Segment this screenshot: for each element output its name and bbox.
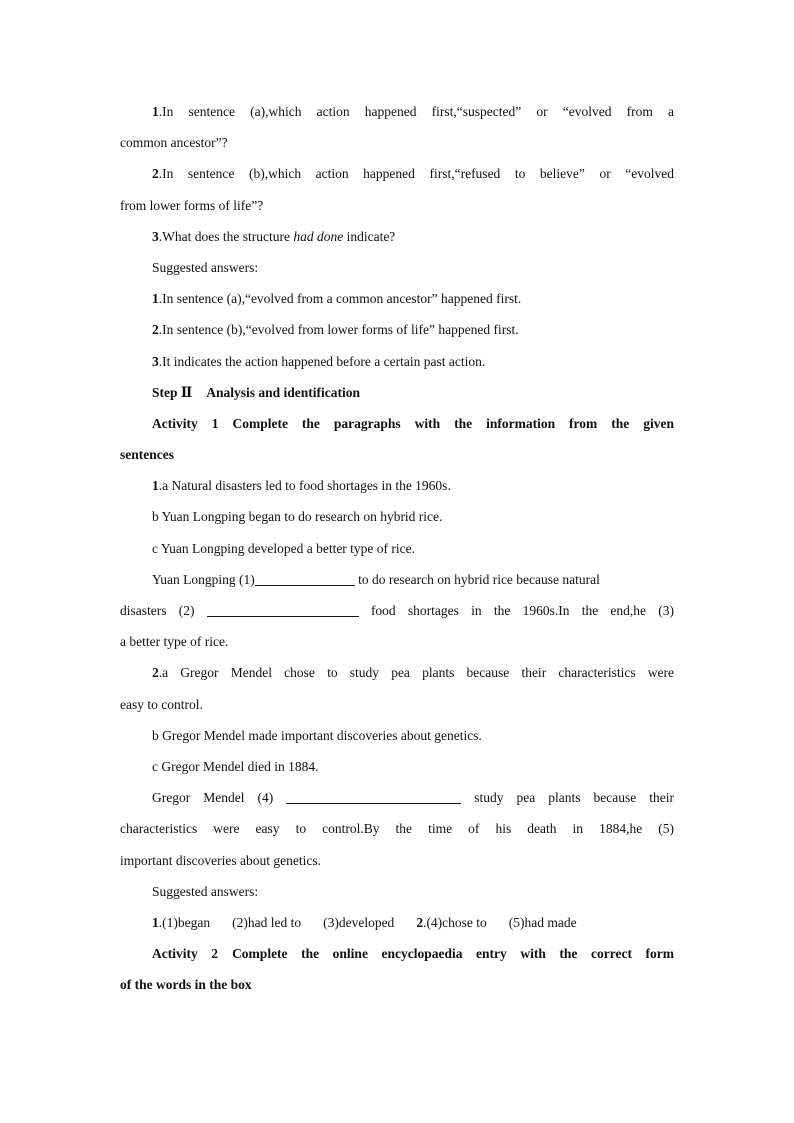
answer-2: 2.In sentence (b),“evolved from lower forms of life” happened first. [152,322,519,338]
sentence-2a-line-2: easy to control. [120,696,203,712]
paragraph-1-line-3: a better type of rice. [120,634,229,650]
suggested-answers-label: Suggested answers: [152,259,259,275]
question-2-line-2: from lower forms of life”? [120,197,264,213]
answers-row: 1.(1)began (2)had led to (3)developed 2.(4)chose to (5)had made [152,914,577,930]
paragraph-1-line-2: disasters (2) food shortages in the 1960s.In the end,he (3) [120,603,674,618]
paragraph-2-line-1: Gregor Mendel (4) study pea plants because their [152,790,674,806]
answer-3: 3.It indicates the action happened before a certain past action. [152,353,486,369]
sentence-2c: c Gregor Mendel died in 1884. [152,758,319,774]
paragraph-2-line-3: important discoveries about genetics. [120,852,321,868]
structure-emphasis: had done [293,228,344,244]
question-3-number: 3 [152,228,159,244]
question-2-line-1: 2.In sentence (b),which action happened first,“refused to believe” or “evolved [152,166,674,182]
answer-1: 1.In sentence (a),“evolved from a common ancestor” happened first. [152,291,522,307]
step-heading: Step Ⅱ Analysis and identification [152,384,361,400]
blank-4[interactable] [286,789,461,804]
blank-1[interactable] [255,571,355,586]
sentence-2b: b Gregor Mendel made important discoveries about genetics. [152,727,482,743]
document-page [120,96,674,1000]
activity-2-heading-line-2: of the words in the box [120,977,252,993]
question-2-number: 2 [152,166,159,182]
question-1-line-1: 1.In sentence (a),which action happened first,“suspected” or “evolved from a [152,104,674,119]
activity-2-heading-line-1: Activity 2 Complete the online encyclopaedia entry with the correct form [152,946,674,962]
sentence-1c: c Yuan Longping developed a better type of rice. [152,540,416,556]
sentence-2a-line-1: 2.a Gregor Mendel chose to study pea plants because their characteristics were [152,665,674,681]
paragraph-1-line-1: Yuan Longping (1) to do research on hybrid rice because natural [152,571,600,587]
question-1-line-2: common ancestor”? [120,135,228,151]
suggested-answers-label-2: Suggested answers: [152,883,259,899]
activity-1-heading-line-2: sentences [120,447,174,463]
sentence-1a: 1.a Natural disasters led to food shortages in the 1960s. [152,478,451,494]
question-3: 3.What does the structure had done indicate? [152,228,396,244]
paragraph-2-line-2: characteristics were easy to control.By the time of his death in 1884,he (5) [120,821,674,837]
blank-2[interactable] [207,602,359,617]
activity-1-heading-line-1: Activity 1 Complete the paragraphs with the information from the given [152,415,674,431]
sentence-1b: b Yuan Longping began to do research on hybrid rice. [152,509,443,525]
question-1-number: 1 [152,104,159,119]
